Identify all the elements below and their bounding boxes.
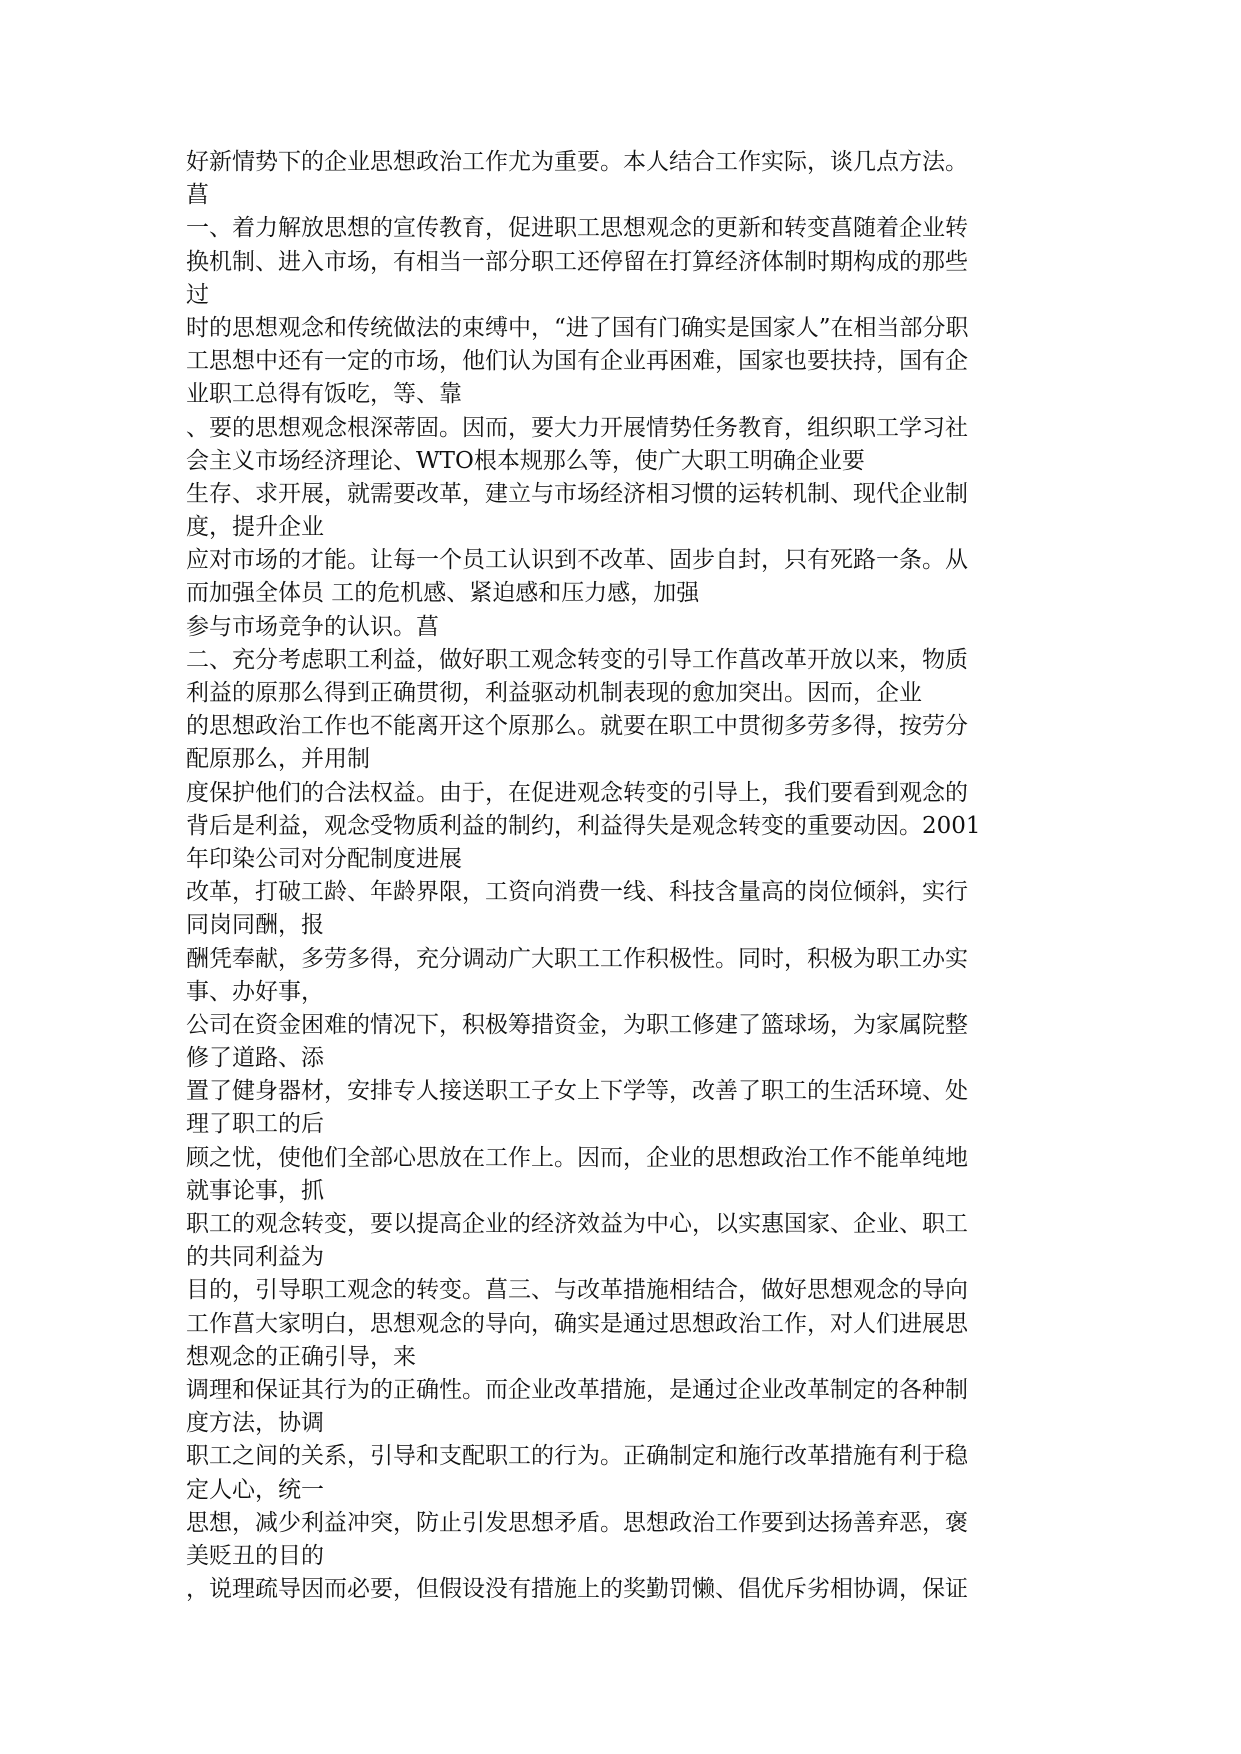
text-line: 二、充分考虑职工利益，做好职工观念转变的引导工作菖改革开放以来，物质 [186, 646, 968, 673]
text-line: 年印染公司对分配制度进展 [186, 845, 462, 872]
text-line: 业职工总得有饭吃，等、靠 [186, 381, 462, 408]
text-line: 度，提升企业 [186, 514, 324, 541]
text-line: 配原那么，并用制 [186, 746, 370, 773]
text-line: 工作菖大家明白，思想观念的导向，确实是通过思想政治工作，对人们进展思 [186, 1310, 968, 1337]
text-line: 职工的观念转变，要以提高企业的经济效益为中心，以实惠国家、企业、职工 [186, 1211, 968, 1237]
text-line: 改革，打破工龄、年龄界限，工资向消费一线、科技含量高的岗位倾斜，实行 [186, 879, 968, 906]
text-line: 思想，减少利益冲突，防止引发思想矛盾。思想政治工作要到达扬善弃恶，褒 [186, 1509, 968, 1536]
text-line: 参与市场竞争的认识。菖 [186, 613, 439, 640]
text-line: 的思想政治工作也不能离开这个原那么。就要在职工中贯彻多劳多得，按劳分 [186, 713, 968, 740]
text-line: 公司在资金困难的情况下，积极筹措资金，为职工修建了篮球场，为家属院整 [186, 1011, 968, 1038]
text-line: 就事论事，抓 [186, 1177, 324, 1204]
text-line: 换机制、进入市场，有相当一部分职工还停留在打算经济体制时期构成的那些 [186, 248, 968, 275]
text-line: 一、着力解放思想的宣传教育，促进职工思想观念的更新和转变菖随着企业转 [186, 215, 968, 242]
text-line: 酬凭奉献，多劳多得，充分调动广大职工工作积极性。同时，积极为职工办实 [186, 945, 968, 972]
body-text [186, 146, 1050, 1606]
text-line: 背后是利益，观念受物质利益的制约，利益得失是观念转变的重要动因。2001 [186, 812, 981, 839]
text-line: 理了职工的后 [186, 1111, 324, 1138]
text-line: 菖 [186, 182, 209, 209]
text-line: 目的，引导职工观念的转变。菖三、与改革措施相结合，做好思想观念的导向 [186, 1277, 968, 1304]
text-line: 好新情势下的企业思想政治工作尤为重要。本人结合工作实际，谈几点方法。 [186, 149, 968, 175]
text-line: 修了道路、添 [186, 1045, 324, 1072]
text-line: 而加强全体员 工的危机感、紧迫感和压力感，加强 [186, 580, 700, 607]
text-line: 时的思想观念和传统做法的束缚中，“进了国有门确实是国家人”在相当部分职 [186, 314, 969, 341]
text-line: 同岗同酬，报 [186, 912, 324, 939]
text-line: 度保护他们的合法权益。由于，在促进观念转变的引导上，我们要看到观念的 [186, 779, 968, 806]
text-line: 工思想中还有一定的市场，他们认为国有企业再困难，国家也要扶持，国有企 [186, 348, 968, 375]
text-line: 度方法，协调 [186, 1410, 324, 1437]
text-line: 置了健身器材，安排专人接送职工子女上下学等，改善了职工的生活环境、处 [186, 1078, 968, 1105]
text-line: 想观念的正确引导，来 [186, 1343, 416, 1370]
text-line: 事、办好事， [186, 978, 324, 1005]
text-line: 的共同利益为 [186, 1244, 324, 1271]
text-line: 、要的思想观念根深蒂固。因而，要大力开展情势任务教育，组织职工学习社 [186, 414, 968, 441]
text-line: 调理和保证其行为的正确性。而企业改革措施，是通过企业改革制定的各种制 [186, 1376, 968, 1403]
text-line: 美贬丑的目的 [186, 1542, 324, 1569]
text-line: 职工之间的关系，引导和支配职工的行为。正确制定和施行改革措施有利于稳 [186, 1443, 968, 1470]
text-line: 利益的原那么得到正确贯彻，利益驱动机制表现的愈加突出。因而，企业 [186, 680, 922, 706]
text-line: 生存、求开展，就需要改革，建立与市场经济相习惯的运转机制、现代企业制 [186, 480, 968, 507]
text-line: 定人心，统一 [186, 1476, 324, 1503]
text-line: 顾之忧，使他们全部心思放在工作上。因而，企业的思想政治工作不能单纯地 [186, 1144, 968, 1171]
text-line: 应对市场的才能。让每一个员工认识到不改革、固步自封，只有死路一条。从 [186, 547, 968, 574]
text-line: 过 [186, 281, 209, 308]
text-line: ，说理疏导因而必要，但假设没有措施上的奖勤罚懒、倡优斥劣相协调，保证 [186, 1576, 968, 1603]
text-line: 会主义市场经济理论、WTO根本规那么等，使广大职工明确企业要 [186, 447, 865, 474]
